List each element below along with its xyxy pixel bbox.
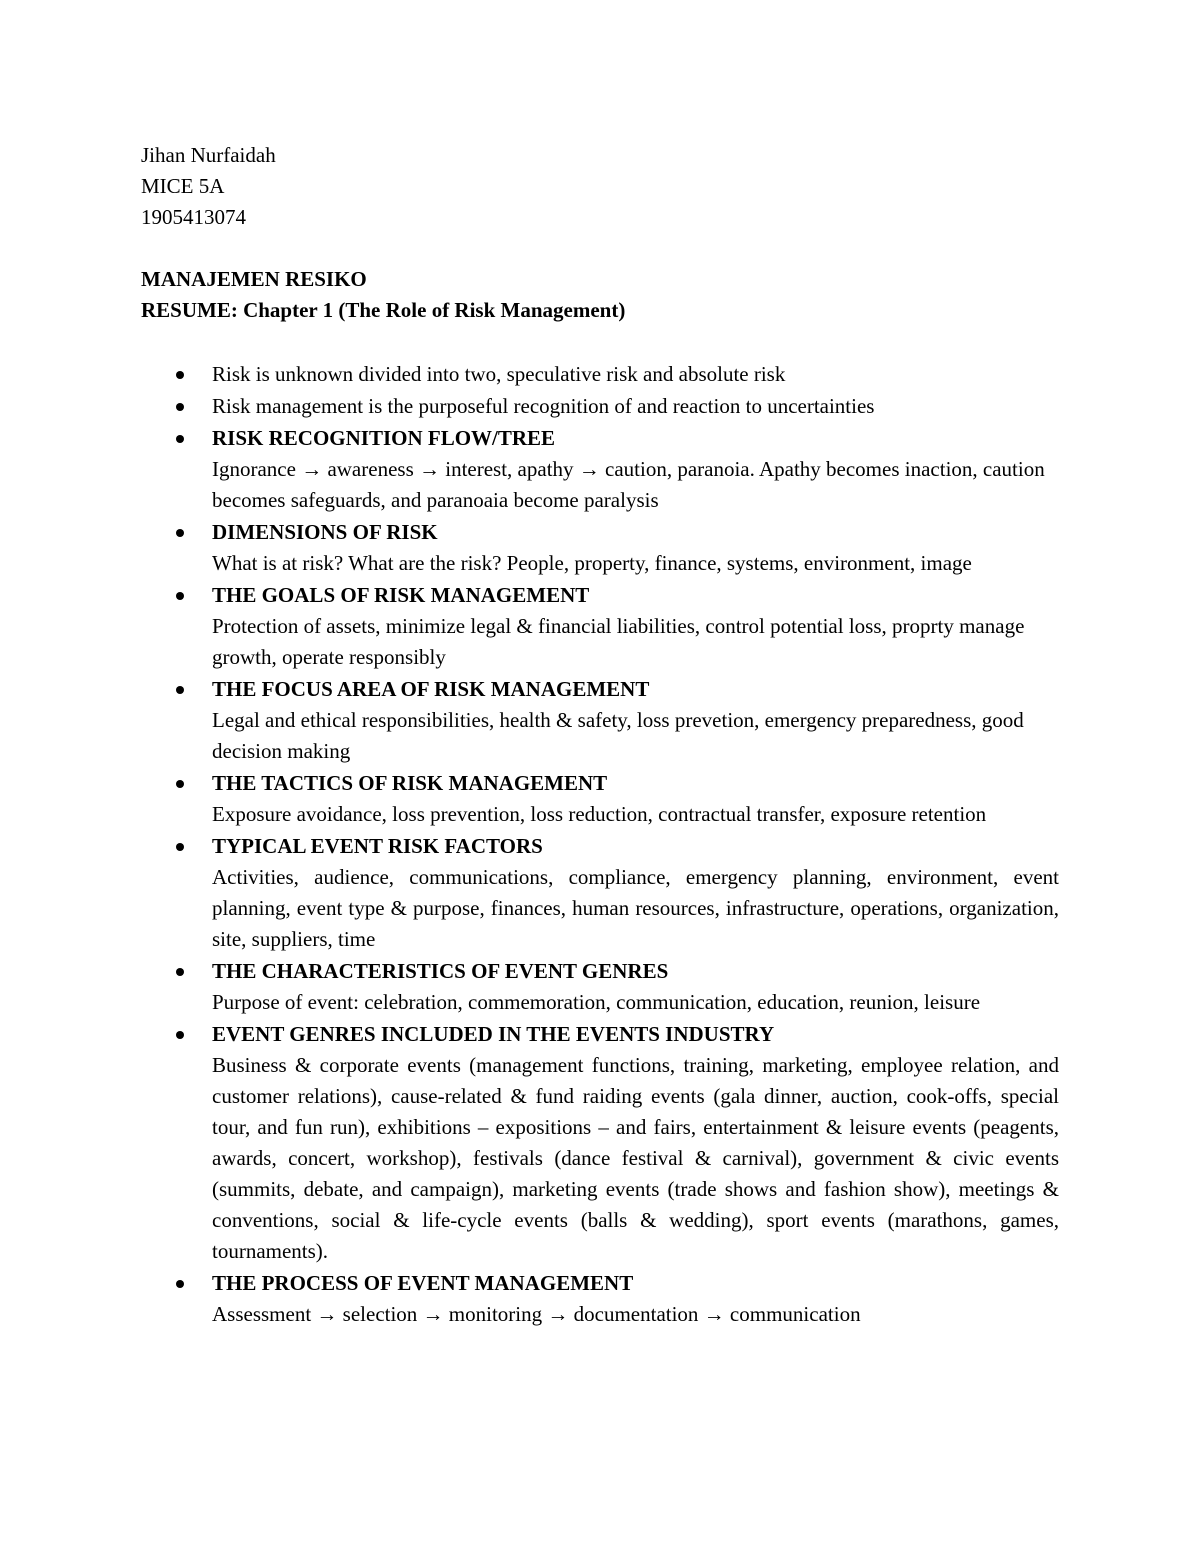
list-item-body: Activities, audience, communications, compliance, emergency planning, environment, event planning, event type & purpose, finances, human resources, infrastructure, operations, organization, site, suppliers, time <box>212 865 1059 951</box>
list-item-heading: THE GOALS OF RISK MANAGEMENT <box>212 583 590 607</box>
list-item-heading: THE TACTICS OF RISK MANAGEMENT <box>212 771 608 795</box>
bullet-icon <box>176 843 184 851</box>
list-item-heading: TYPICAL EVENT RISK FACTORS <box>212 834 543 858</box>
bullet-icon <box>176 1031 184 1039</box>
list-item <box>141 423 1059 516</box>
spacer <box>141 233 1059 264</box>
bullet-icon <box>176 592 184 600</box>
bullet-icon <box>176 403 184 411</box>
list-item-body: Exposure avoidance, loss prevention, loss reduction, contractual transfer, exposure retention <box>212 802 987 826</box>
document-title: MANAJEMEN RESIKO <box>141 267 367 291</box>
list-item-body: Assessment → selection → monitoring → documentation → communication <box>212 1302 861 1326</box>
class-label: MICE 5A <box>141 174 225 198</box>
list-item-heading: THE CHARACTERISTICS OF EVENT GENRES <box>212 959 669 983</box>
list-item-body: What is at risk? What are the risk? People, property, finance, systems, environment, image <box>212 551 972 575</box>
list-item-body: Legal and ethical responsibilities, health & safety, loss prevetion, emergency preparedness, good decision making <box>212 708 1024 763</box>
list-item <box>141 768 1059 830</box>
list-item-text: Risk management is the purposeful recognition of and reaction to uncertainties <box>212 394 875 418</box>
resume-bullet-list <box>141 359 1059 1330</box>
list-item <box>141 391 1059 422</box>
list-item <box>141 831 1059 955</box>
list-item-body: Business & corporate events (management functions, training, marketing, employee relation, and customer relations), cause-related & fund raiding events (gala dinner, auction, cook-offs, special tour, and fun run), exhibitions – expositions – and fairs, entertainment & leisure events (peagents, awards, concert, workshop), festivals (dance festival & carnival), government & civic events (summits, debate, and campaign), marketing events (trade shows and fashion show), meetings & conventions, social & life-cycle events (balls & wedding), sport events (marathons, games, tournaments). <box>212 1053 1059 1263</box>
author-name: Jihan Nurfaidah <box>141 143 276 167</box>
list-item <box>141 1019 1059 1267</box>
list-item <box>141 1268 1059 1330</box>
list-item-heading: THE FOCUS AREA OF RISK MANAGEMENT <box>212 677 650 701</box>
list-item <box>141 674 1059 767</box>
list-item-heading: THE PROCESS OF EVENT MANAGEMENT <box>212 1271 634 1295</box>
list-item-body: Protection of assets, minimize legal & financial liabilities, control potential loss, proprty manage growth, operate responsibly <box>212 614 1025 669</box>
list-item-body: Ignorance → awareness → interest, apathy → caution, paranoia. Apathy becomes inaction, caution becomes safeguards, and paranoaia become paralysis <box>212 457 1045 512</box>
list-item <box>141 359 1059 390</box>
list-item-body: Purpose of event: celebration, commemoration, communication, education, reunion, leisure <box>212 990 981 1014</box>
document-content <box>141 140 1059 1331</box>
bullet-icon <box>176 529 184 537</box>
bullet-icon <box>176 371 184 379</box>
list-item <box>141 517 1059 579</box>
bullet-icon <box>176 435 184 443</box>
list-item <box>141 580 1059 673</box>
student-id: 1905413074 <box>141 205 246 229</box>
list-item-heading: EVENT GENRES INCLUDED IN THE EVENTS INDUSTRY <box>212 1022 775 1046</box>
list-item-text: Risk is unknown divided into two, speculative risk and absolute risk <box>212 362 786 386</box>
list-item <box>141 956 1059 1018</box>
bullet-icon <box>176 1280 184 1288</box>
bullet-icon <box>176 780 184 788</box>
list-item-heading: DIMENSIONS OF RISK <box>212 520 438 544</box>
bullet-icon <box>176 686 184 694</box>
list-item-heading: RISK RECOGNITION FLOW/TREE <box>212 426 556 450</box>
document-subtitle: RESUME: Chapter 1 (The Role of Risk Management) <box>141 298 626 322</box>
bullet-icon <box>176 968 184 976</box>
